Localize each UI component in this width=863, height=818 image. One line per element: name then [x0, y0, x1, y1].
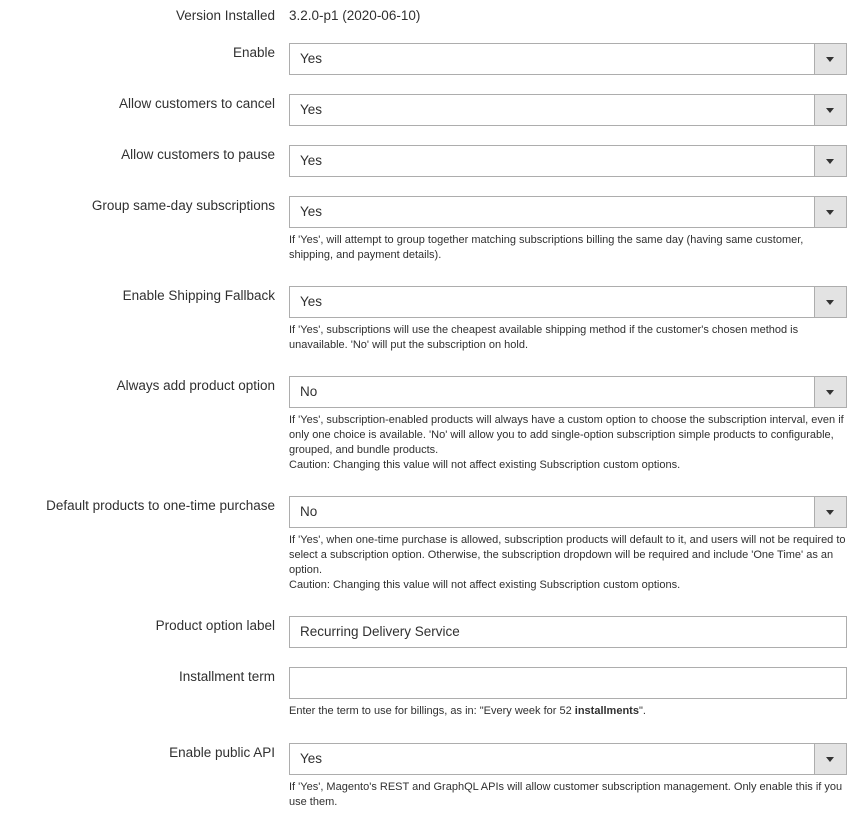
public-api-select-value: Yes — [300, 751, 323, 766]
installment-term-note-text: Enter the term to use for billings, as in: "Every week for 52 — [289, 705, 575, 717]
always-add-option-caution: Caution: Changing this value will not affect existing Subscription custom options. — [289, 459, 681, 471]
public-api-note: If 'Yes', Magento's REST and GraphQL APIs will allow customer subscription management. Only enable this if you use them. — [289, 781, 843, 808]
allow-pause-select[interactable] — [289, 145, 847, 177]
product-option-label-input-value: Recurring Delivery Service — [300, 624, 460, 639]
chevron-down-icon[interactable] — [814, 95, 846, 125]
default-one-time-note — [289, 533, 849, 593]
shipping-fallback-select[interactable] — [289, 286, 847, 318]
chevron-down-icon[interactable] — [814, 287, 846, 317]
product-option-label-label: Product option label — [155, 618, 275, 633]
installment-term-note-end: ". — [638, 705, 646, 717]
chevron-down-icon[interactable] — [814, 744, 846, 774]
chevron-down-icon[interactable] — [814, 197, 846, 227]
enable-select-value: Yes — [300, 51, 323, 66]
enable-select[interactable] — [289, 43, 847, 75]
chevron-down-icon[interactable] — [814, 44, 846, 74]
installment-term-input[interactable] — [289, 667, 847, 699]
product-option-label-input[interactable] — [289, 616, 847, 648]
installment-term-label: Installment term — [178, 669, 275, 684]
shipping-fallback-select-value: Yes — [300, 294, 323, 309]
group-same-day-select[interactable] — [289, 196, 847, 228]
version-installed-value: 3.2.0-p1 (2020-06-10) — [289, 8, 421, 23]
chevron-down-icon[interactable] — [814, 146, 846, 176]
default-one-time-caution: Caution: Changing this value will not affect existing Subscription custom options. — [289, 579, 681, 591]
allow-cancel-select-value: Yes — [300, 102, 323, 117]
installment-term-note — [289, 704, 849, 719]
group-same-day-note: If 'Yes', will attempt to group together matching subscriptions billing the same day (having same customer, shipping, and payment details). — [289, 234, 804, 261]
installment-term-note-bold: installments — [574, 705, 639, 717]
always-add-option-select[interactable] — [289, 376, 847, 408]
default-one-time-select-value: No — [300, 504, 318, 519]
allow-cancel-select[interactable] — [289, 94, 847, 126]
chevron-down-icon[interactable] — [814, 497, 846, 527]
always-add-option-note-text: If 'Yes', subscription-enabled products will always have a custom option to choose the subscription interval, even if only one choice is available. 'No' will allow you to add single-option subscription simple products to configurable, grouped, and bundle products. — [289, 414, 844, 456]
allow-cancel-label: Allow customers to cancel — [118, 96, 275, 111]
group-same-day-label: Group same-day subscriptions — [91, 198, 275, 213]
chevron-down-icon[interactable] — [814, 377, 846, 407]
always-add-option-select-value: No — [300, 384, 318, 399]
group-same-day-select-value: Yes — [300, 204, 323, 219]
default-one-time-select[interactable] — [289, 496, 847, 528]
always-add-option-note — [289, 413, 849, 473]
enable-label: Enable — [232, 45, 275, 60]
default-one-time-note-text: If 'Yes', when one-time purchase is allowed, subscription products will default to it, and users will not be required to select a subscription option. Otherwise, the subscription dropdown will be required and include 'One Time' as an option. — [289, 534, 846, 576]
always-add-option-label: Always add product option — [116, 378, 275, 393]
default-one-time-label: Default products to one-time purchase — [46, 498, 275, 513]
shipping-fallback-label: Enable Shipping Fallback — [122, 288, 275, 303]
shipping-fallback-note: If 'Yes', subscriptions will use the cheapest available shipping method if the customer's chosen method is unavailable. 'No' will put the subscription on hold. — [289, 324, 799, 351]
public-api-select[interactable] — [289, 743, 847, 775]
allow-pause-label: Allow customers to pause — [121, 147, 275, 162]
version-installed-label: Version Installed — [175, 8, 275, 23]
public-api-label: Enable public API — [169, 745, 275, 760]
allow-pause-select-value: Yes — [300, 153, 323, 168]
